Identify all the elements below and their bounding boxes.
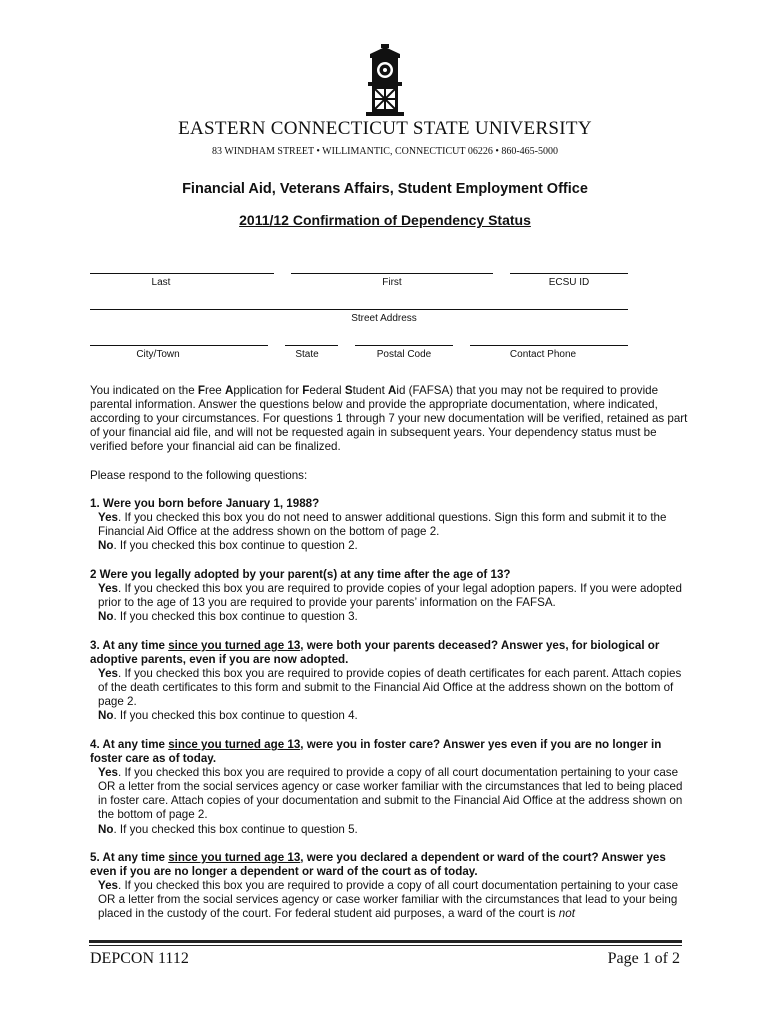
university-logo bbox=[356, 44, 414, 116]
intro-section bbox=[90, 384, 690, 454]
last-name-field[interactable] bbox=[90, 273, 274, 274]
postal-code-field[interactable] bbox=[355, 345, 453, 346]
ecsu-id-label: ECSU ID bbox=[548, 277, 590, 288]
question-3 bbox=[90, 639, 690, 724]
question-5 bbox=[90, 851, 690, 921]
form-title: 2011/12 Confirmation of Dependency Status bbox=[239, 212, 531, 228]
question-4-yes[interactable]: Yes. If you checked this box you are required to provide a copy of all court documentation pertaining to your case OR a letter from the social services agency or case worker familiar with the circumstances that led to being placed in foster care. Attach copies of your documentation and submit to the Financial Aid Office at the address shown on the bottom of page 2. bbox=[98, 766, 683, 822]
footer-rule bbox=[89, 940, 682, 943]
first-name-label: First bbox=[382, 277, 402, 288]
question-5-text: 5. At any time since you turned age 13, were you declared a dependent or ward of the court? Answer yes even if you are no longer a dependent or ward of the court as of today. bbox=[90, 851, 666, 879]
postal-code-label: Postal Code bbox=[376, 349, 432, 360]
first-name-field[interactable] bbox=[291, 273, 493, 274]
state-label: State bbox=[295, 349, 319, 360]
question-4-no[interactable]: No. If you checked this box continue to question 5. bbox=[98, 822, 358, 836]
question-4 bbox=[90, 738, 690, 837]
question-5-yes[interactable]: Yes. If you checked this box you are required to provide a copy of all court documentation pertaining to your case OR a letter from the social services agency or case worker familiar with the circumstances that lead to your being placed in the custody of the court. For federal student aid purposes, a ward of the court is not bbox=[98, 879, 679, 921]
office-title: Financial Aid, Veterans Affairs, Student Employment Office bbox=[182, 181, 588, 197]
city-label: City/Town bbox=[136, 349, 180, 360]
question-1 bbox=[90, 497, 690, 553]
contact-phone-field[interactable] bbox=[470, 345, 628, 346]
question-3-no[interactable]: No. If you checked this box continue to question 4. bbox=[98, 709, 358, 723]
question-1-text: 1. Were you born before January 1, 1988? bbox=[90, 497, 320, 510]
ecsu-id-field[interactable] bbox=[510, 273, 628, 274]
street-address-label: Street Address bbox=[351, 313, 417, 324]
question-2 bbox=[90, 568, 690, 624]
footer-rule-thin bbox=[89, 945, 682, 946]
question-4-text: 4. At any time since you turned age 13, were you in foster care? Answer yes even if you are no longer in foster care as of today. bbox=[90, 738, 662, 766]
university-name: EASTERN CONNECTICUT STATE UNIVERSITY bbox=[178, 118, 592, 139]
question-2-no[interactable]: No. If you checked this box continue to question 3. bbox=[98, 610, 358, 624]
question-2-text: 2 Were you legally adopted by your parent(s) at any time after the age of 13? bbox=[90, 568, 511, 581]
question-2-yes[interactable]: Yes. If you checked this box you are required to provide copies of your legal adoption papers. If you were adopted prior to the age of 13 you are required to provide your parents’ information on the FAFSA. bbox=[98, 582, 682, 610]
question-3-text: 3. At any time since you turned age 13, were both your parents deceased? Answer yes, for biological or adoptive parents, even if you are now adopted. bbox=[90, 639, 660, 667]
street-address-field[interactable] bbox=[90, 309, 628, 310]
state-field[interactable] bbox=[285, 345, 338, 346]
intro-paragraph: You indicated on the Free Application for Federal Student Aid (FAFSA) that you may not be required to provide parental information. Answer the questions below and provide the appropriate documentation, where indicated, according to your circumstances. For questions 1 through 7 your new documentation will be verified, retained as part of your financial aid file, and will not be requested again in subsequent years. Your dependency status must be verified before your financial aid can be finalized. bbox=[90, 384, 688, 454]
city-field[interactable] bbox=[90, 345, 268, 346]
university-address: 83 WINDHAM STREET • WILLIMANTIC, CONNECTICUT 06226 • 860-465-5000 bbox=[212, 146, 558, 157]
respond-instruction: Please respond to the following questions: bbox=[90, 469, 308, 482]
question-1-no[interactable]: No. If you checked this box continue to question 2. bbox=[98, 539, 358, 553]
form-code: DEPCON 1112 bbox=[90, 950, 189, 967]
contact-phone-label: Contact Phone bbox=[509, 349, 577, 360]
page-number: Page 1 of 2 bbox=[607, 950, 680, 967]
last-name-label: Last bbox=[151, 277, 171, 288]
question-3-yes[interactable]: Yes. If you checked this box you are required to provide copies of death certificates for each parent. Attach copies of the death certificates to this form and submit to the Financial Aid Office at the address shown on the bottom of page 2. bbox=[98, 667, 682, 709]
question-1-yes[interactable]: Yes. If you checked this box you do not need to answer additional questions. Sign this form and submit it to the Financial Aid Office at the address shown on the bottom of page 2. bbox=[98, 511, 667, 539]
